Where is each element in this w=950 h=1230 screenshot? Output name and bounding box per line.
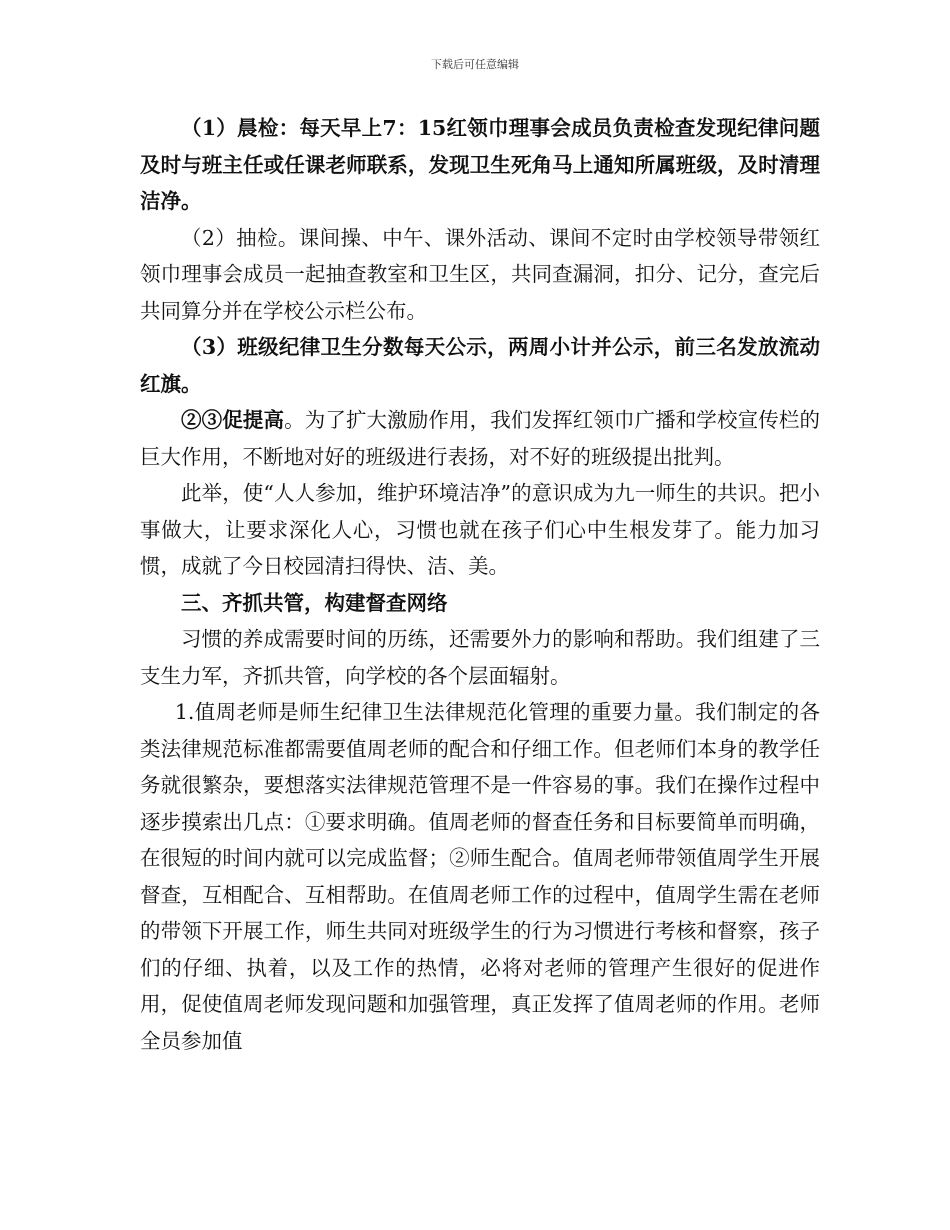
section-heading-three: 三、齐抓共管，构建督查网络: [181, 590, 448, 615]
paragraph-promote: [140, 402, 820, 475]
paragraph-spot-check: （2）抽检。课间操、中午、课外活动、课间不定时由学校领导带领红领巾理事会成员一起抽查教室和卫生区，共同查漏洞，扣分、记分，查完后共同算分并在学校公示栏公布。: [140, 225, 820, 323]
paragraph-duty-teachers: 1.值周老师是师生纪律卫生法律规范化管理的重要力量。我们制定的各类法律规范标准都需要值周老师的配合和仔细工作。但老师们本身的教学任务就很繁杂，要想落实法律规范管理不是一件容易的事。我们在操作过程中逐步摸索出几点：①要求明确。值周老师的督查任务和目标要简单而明确，在很短的时间内就可以完成监督；②师生配合。值周老师带领值周学生开展督查，互相配合、互相帮助。在值周老师工作的过程中，值周学生需在老师的带领下开展工作，师生共同对班级学生的行为习惯进行考核和督察，孩子们的仔细、执着，以及工作的热情，必将对老师的管理产生很好的促进作用，促使值周老师发现问题和加强管理，真正发挥了值周老师的作用。老师全员参加值: [140, 700, 820, 1053]
paragraph-morning-check: （1）晨检：每天早上7：15红领巾理事会成员负责检查发现纪律问题及时与班主任或任课老师联系，发现卫生死角马上通知所属班级，及时清理洁净。: [140, 116, 820, 213]
promote-heading: ②③促提高: [181, 408, 285, 432]
promote-text: 。为了扩大激励作用，我们发挥红领巾广播和学校宣传栏的巨大作用，不断地对好的班级进行表扬，对不好的班级提出批判。: [140, 408, 821, 469]
document-body: [140, 110, 820, 1059]
paragraph-habits: 习惯的养成需要时间的历练，还需要外力的影响和帮助。我们组建了三支生力军，齐抓共管，向学校的各个层面辐射。: [140, 627, 820, 688]
paragraph-consensus: 此举，使“人人参加，维护环境洁净”的意识成为九一师生的共识。把小事做大，让要求深化人心，习惯也就在孩子们心中生根发芽了。能力加习惯，成就了今日校园清扫得快、洁、美。: [140, 481, 820, 578]
paragraph-daily-publicity: （3）班级纪律卫生分数每天公示，两周小计并公示，前三名发放流动红旗。: [140, 335, 820, 396]
page-header: 下载后可任意编辑: [431, 58, 519, 71]
